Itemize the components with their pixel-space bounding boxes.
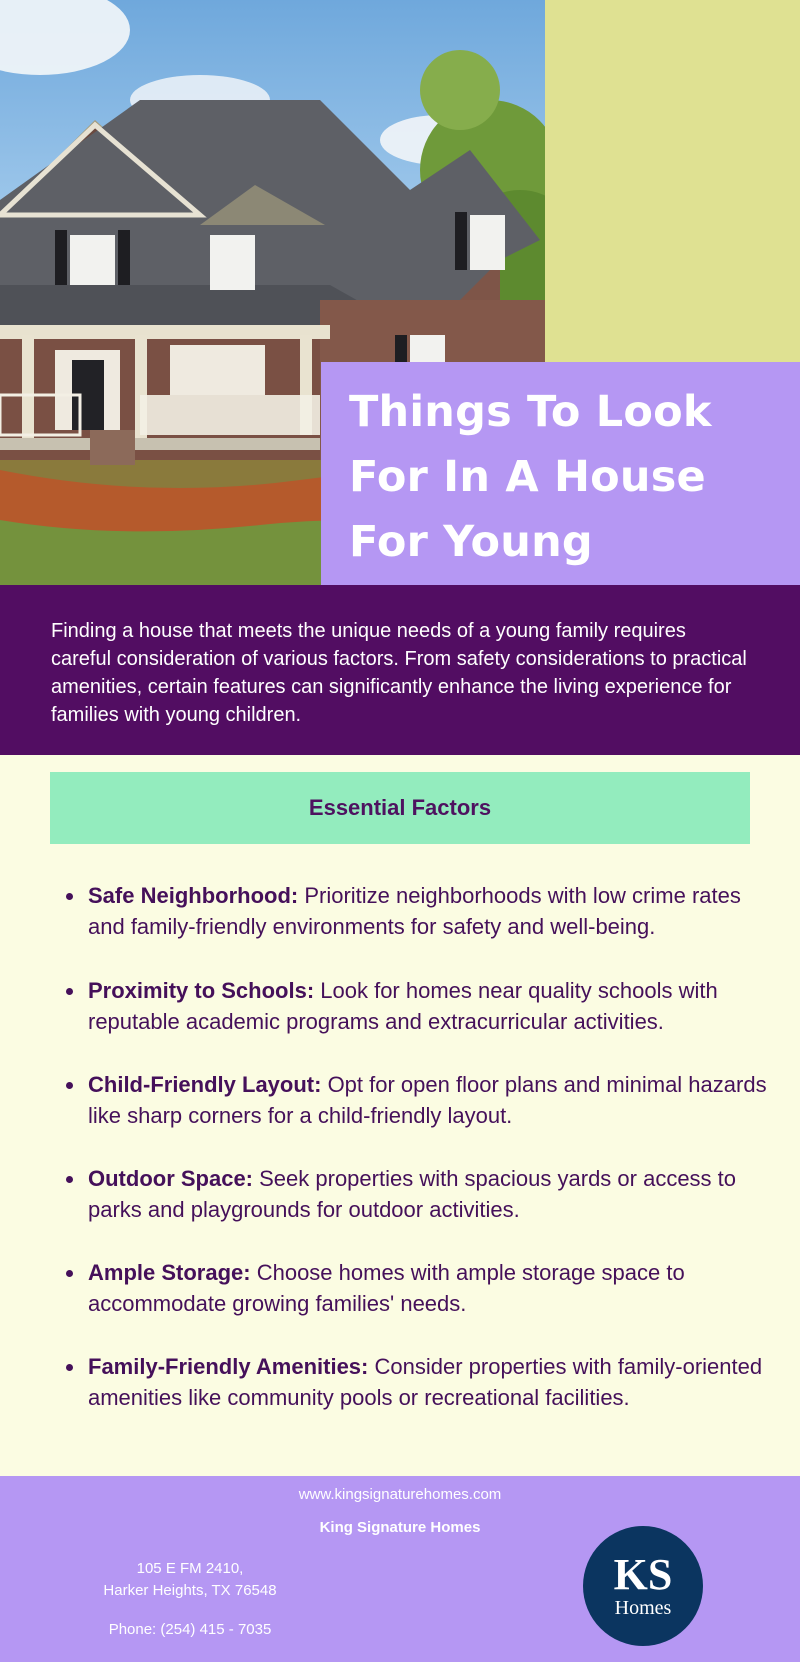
logo-word: Homes xyxy=(614,1597,672,1619)
bullet-icon xyxy=(66,988,73,995)
factor-name: Family-Friendly Amenities: xyxy=(88,1354,369,1379)
address-line-2: Harker Heights, TX 76548 xyxy=(103,1582,277,1599)
company-name: King Signature Homes xyxy=(319,1519,481,1536)
bullet-icon xyxy=(66,1364,73,1371)
logo-initials: KS xyxy=(613,1550,673,1599)
factor-text: Look for homes near quality schools with reputable academic programs and extracurricular activities. xyxy=(88,978,718,1034)
address xyxy=(80,1558,300,1602)
factor-list xyxy=(0,880,800,1413)
factors-heading-banner xyxy=(50,772,750,844)
list-item xyxy=(0,1257,800,1319)
website-link[interactable]: www.kingsignaturehomes.com xyxy=(298,1486,502,1503)
bullet-icon xyxy=(66,1270,73,1277)
factor-name: Safe Neighborhood: xyxy=(88,883,299,908)
list-item xyxy=(0,1069,800,1131)
intro-section xyxy=(0,585,800,755)
list-item xyxy=(0,1163,800,1225)
factor-text: Consider properties with family-oriented amenities like community pools or recreational facilities. xyxy=(88,1354,763,1410)
list-item xyxy=(0,975,800,1037)
factor-text: Seek properties with spacious yards or access to parks and playgrounds for outdoor activities. xyxy=(88,1166,737,1222)
bullet-icon xyxy=(66,1082,73,1089)
hero-section xyxy=(0,0,800,585)
factor-name: Ample Storage: xyxy=(88,1260,251,1285)
bullet-icon xyxy=(66,893,73,900)
factor-text: Opt for open floor plans and minimal hazards like sharp corners for a child-friendly layout. xyxy=(88,1072,767,1128)
factor-text: Choose homes with ample storage space to accommodate growing families' needs. xyxy=(88,1260,685,1316)
intro-text: Finding a house that meets the unique needs of a young family requires careful consideration of various factors. From safety considerations to practical amenities, certain features can significantly enhance the living experience for families with young children. xyxy=(51,620,747,726)
bullet-icon xyxy=(66,1176,73,1183)
factors-heading: Essential Factors xyxy=(308,795,492,820)
list-item xyxy=(0,1351,800,1413)
ks-homes-logo xyxy=(583,1526,703,1646)
factor-name: Child-Friendly Layout: xyxy=(88,1072,322,1097)
phone-number: Phone: (254) 415 - 7035 xyxy=(108,1621,272,1638)
title-box xyxy=(321,362,800,585)
factor-name: Proximity to Schools: xyxy=(88,978,315,1003)
olive-accent-block xyxy=(545,0,800,362)
footer xyxy=(0,1476,800,1662)
address-line-1: 105 E FM 2410, xyxy=(136,1560,244,1577)
factor-name: Outdoor Space: xyxy=(88,1166,254,1191)
page-title: Things To Look For In A House For Young xyxy=(349,387,712,567)
list-item xyxy=(0,880,800,942)
factor-text: Prioritize neighborhoods with low crime rates and family-friendly environments for safety and well-being. xyxy=(88,883,741,939)
